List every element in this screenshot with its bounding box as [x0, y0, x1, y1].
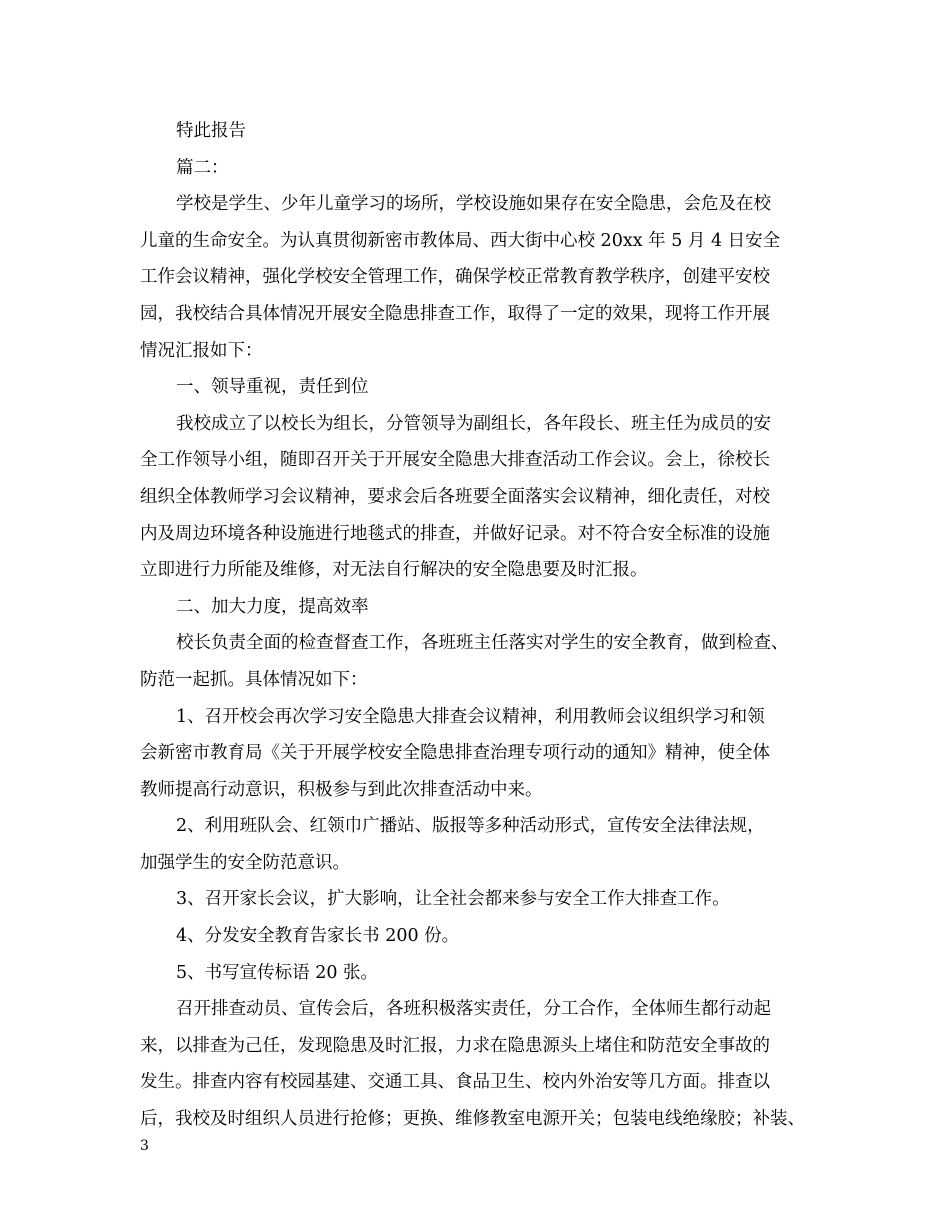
text-line: 内及周边环境各种设施进行地毯式的排查，并做好记录。对不符合安全标准的设施	[140, 523, 770, 544]
text-line: 5、书写宣传标语 20 张。	[176, 962, 379, 983]
text-line: 儿童的生命安全。为认真贯彻新密市教体局、西大街中心校 20xx 年 5 月 4 日安全	[140, 230, 781, 251]
text-line: 篇二：	[176, 157, 229, 178]
text-line: 园，我校结合具体情况开展安全隐患排查工作，取得了一定的效果，现将工作开展	[140, 303, 770, 324]
text-line: 我校成立了以校长为组长，分管领导为副组长，各年段长、班主任为成员的安	[176, 413, 771, 434]
text-line: 工作会议精神，强化学校安全管理工作，确保学校正常教育教学秩序，创建平安校	[140, 267, 770, 288]
text-line: 2、利用班队会、红领巾广播站、版报等多种活动形式，宣传安全法律法规，	[176, 816, 765, 837]
text-line: 立即进行力所能及维修，对无法自行解决的安全隐患要及时汇报。	[140, 560, 648, 581]
text-line: 一、领导重视，责任到位	[176, 377, 369, 398]
text-line: 召开排查动员、宣传会后，各班积极落实责任，分工合作，全体师生都行动起	[176, 999, 771, 1020]
text-line: 特此报告	[176, 121, 246, 141]
text-line: 防范一起抓。具体情况如下：	[140, 669, 368, 690]
text-line: 后，我校及时组织人员进行抢修；更换、维修教室电源开关；包装电线绝缘胶；补装、	[140, 1109, 805, 1130]
text-line: 学校是学生、少年儿童学习的场所，学校设施如果存在安全隐患，会危及在校	[176, 194, 771, 215]
text-line: 3、召开家长会议，扩大影响，让全社会都来参与安全工作大排查工作。	[176, 889, 730, 910]
page-number: 3	[140, 1138, 149, 1154]
text-line: 加强学生的安全防范意识。	[140, 852, 350, 873]
text-line: 1、召开校会再次学习安全隐患大排查会议精神，利用教师会议组织学习和领	[176, 706, 765, 727]
text-line: 二、加大力度，提高效率	[176, 596, 369, 617]
text-line: 情况汇报如下：	[140, 340, 263, 361]
text-line: 发生。排查内容有校园基建、交通工具、食品卫生、校内外治安等几方面。排查以	[140, 1072, 770, 1093]
document-body	[140, 113, 812, 1138]
text-line: 组织全体教师学习会议精神，要求会后各班要全面落实会议精神，细化责任，对校	[140, 486, 770, 507]
text-line: 校长负责全面的检查督查工作，各班班主任落实对学生的安全教育，做到检查、	[176, 633, 789, 654]
text-line: 全工作领导小组，随即召开关于开展安全隐患大排查活动工作会议。会上，徐校长	[140, 450, 770, 471]
text-line: 会新密市教育局《关于开展学校安全隐患排查治理专项行动的通知》精神，使全体	[140, 743, 770, 764]
text-line: 教师提高行动意识，积极参与到此次排查活动中来。	[140, 779, 543, 800]
text-line: 来，以排查为己任，发现隐患及时汇报，力求在隐患源头上堵住和防范安全事故的	[140, 1035, 770, 1056]
text-line: 4、分发安全教育告家长书 200 份。	[176, 926, 460, 947]
